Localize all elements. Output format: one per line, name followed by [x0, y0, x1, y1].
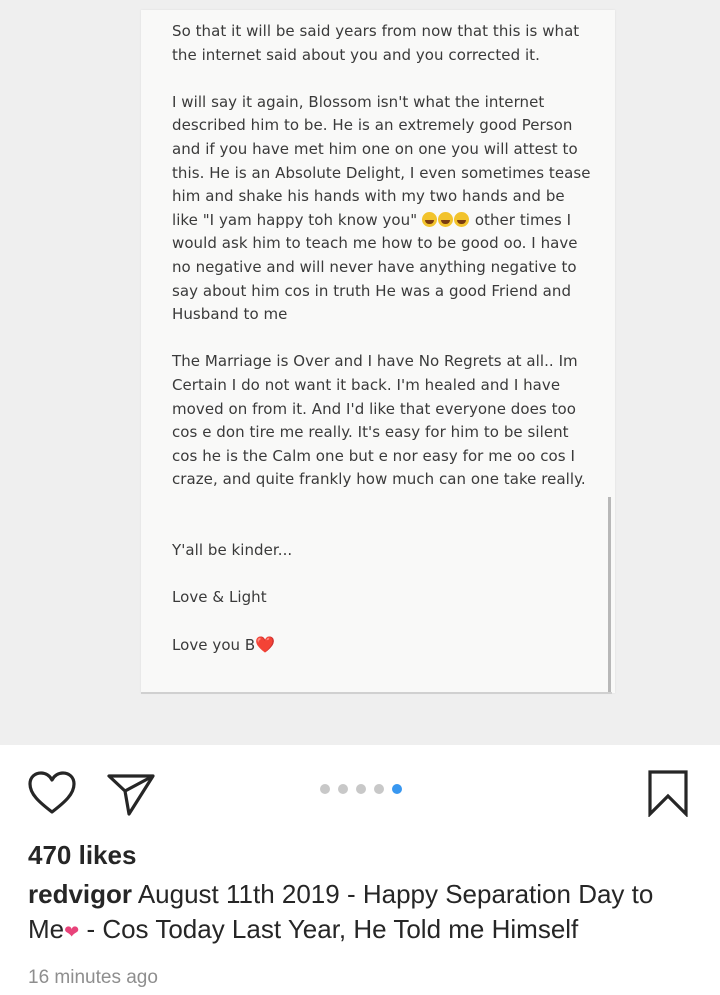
- laughing-emoji-icon: [454, 212, 469, 227]
- note-line-text: this. He is an Absolute Delight, I even sometimes tease: [172, 163, 591, 182]
- laughing-emoji-icon: [422, 212, 437, 227]
- caption-text-2: Me: [28, 914, 65, 944]
- note-line: [172, 421, 592, 445]
- note-line: [172, 114, 592, 138]
- note-line: [172, 539, 592, 563]
- note-line-text: say about him cos in truth He was a good Friend and: [172, 281, 572, 300]
- note-line-text: other times I: [470, 210, 572, 229]
- note-line: [172, 468, 592, 492]
- note-line: [172, 374, 592, 398]
- note-line-text: The Marriage is Over and I have No Regrets at all.. Im: [172, 352, 578, 371]
- note-line-text: would ask him to teach me how to be good oo. I have: [172, 234, 578, 253]
- note-line: [172, 185, 592, 209]
- laughing-emoji-icon: [438, 212, 453, 227]
- blank-line: [172, 492, 592, 516]
- note-line-text: Love you B: [172, 636, 256, 655]
- carousel-dot[interactable]: [374, 784, 384, 794]
- note-line: [172, 350, 592, 374]
- paper-edge-bottom: [141, 692, 612, 694]
- note-line: [172, 445, 592, 469]
- caption-username[interactable]: redvigor: [28, 879, 133, 909]
- note-line: [172, 256, 592, 280]
- note-line: [172, 280, 592, 304]
- note-line: [172, 91, 592, 115]
- note-line-text: moved on from it. And I'd like that everyone does too: [172, 399, 576, 418]
- bookmark-icon[interactable]: [643, 768, 693, 818]
- note-text: [172, 20, 592, 657]
- carousel-dot-active[interactable]: [392, 784, 402, 794]
- note-line: [172, 44, 592, 68]
- note-line-text: I will say it again, Blossom isn't what the internet: [172, 92, 545, 111]
- heart-outline-icon[interactable]: [27, 768, 77, 818]
- note-line-text: craze, and quite frankly how much can one take really.: [172, 470, 586, 489]
- note-line-text: So that it will be said years from now that this is what: [172, 22, 580, 40]
- likes-count[interactable]: 470 likes: [28, 840, 137, 870]
- red-heart-emoji-icon: ❤️: [255, 635, 276, 655]
- note-line: [172, 209, 592, 233]
- carousel-dots: [320, 784, 402, 794]
- note-line-text: cos e don tire me really. It's easy for him to be silent: [172, 423, 569, 442]
- post-timestamp[interactable]: 16 minutes ago: [28, 967, 158, 988]
- note-line: [172, 232, 592, 256]
- blank-line: [172, 515, 592, 539]
- note-line-text: Certain I do not want it back. I'm healed and I have: [172, 375, 561, 394]
- paper-plane-icon[interactable]: [105, 768, 155, 818]
- blank-line: [172, 327, 592, 351]
- note-line-text: Husband to me: [172, 305, 288, 324]
- note-line: [172, 303, 592, 327]
- note-line-text: him and shake his hands with my two hands and be: [172, 187, 565, 206]
- note-line-text: like "I yam happy toh know you": [172, 210, 418, 229]
- blank-line: [172, 563, 592, 587]
- paper-edge: [608, 497, 611, 693]
- note-line-text: Love & Light: [172, 588, 267, 607]
- note-line: [172, 586, 592, 610]
- caption-text-3: - Cos Today Last Year, He Told me Himself: [79, 914, 579, 944]
- note-line: [172, 138, 592, 162]
- carousel-dot[interactable]: [320, 784, 330, 794]
- note-line: [172, 162, 592, 186]
- carousel-dot[interactable]: [356, 784, 366, 794]
- note-line-text: the internet said about you and you corrected it.: [172, 45, 540, 64]
- pink-heart-icon: ❤: [64, 922, 80, 942]
- caption-text-1: August 11th 2019 - Happy Separation Day to: [132, 879, 654, 909]
- blank-line: [172, 67, 592, 91]
- note-line: [172, 20, 592, 44]
- carousel-dot[interactable]: [338, 784, 348, 794]
- blank-line: [172, 610, 592, 634]
- note-line-text: Y'all be kinder...: [172, 541, 293, 560]
- note-line-text: and if you have met him one on one you will attest to: [172, 139, 578, 158]
- note-line-text: described him to be. He is an extremely good Person: [172, 116, 573, 135]
- post-caption: [28, 877, 708, 950]
- post-actions: [0, 760, 720, 820]
- note-line-text: cos he is the Calm one but e nor easy for me oo cos I: [172, 446, 575, 465]
- note-line-text: no negative and will never have anything negative to: [172, 257, 577, 276]
- note-line: [172, 633, 592, 657]
- note-line: [172, 398, 592, 422]
